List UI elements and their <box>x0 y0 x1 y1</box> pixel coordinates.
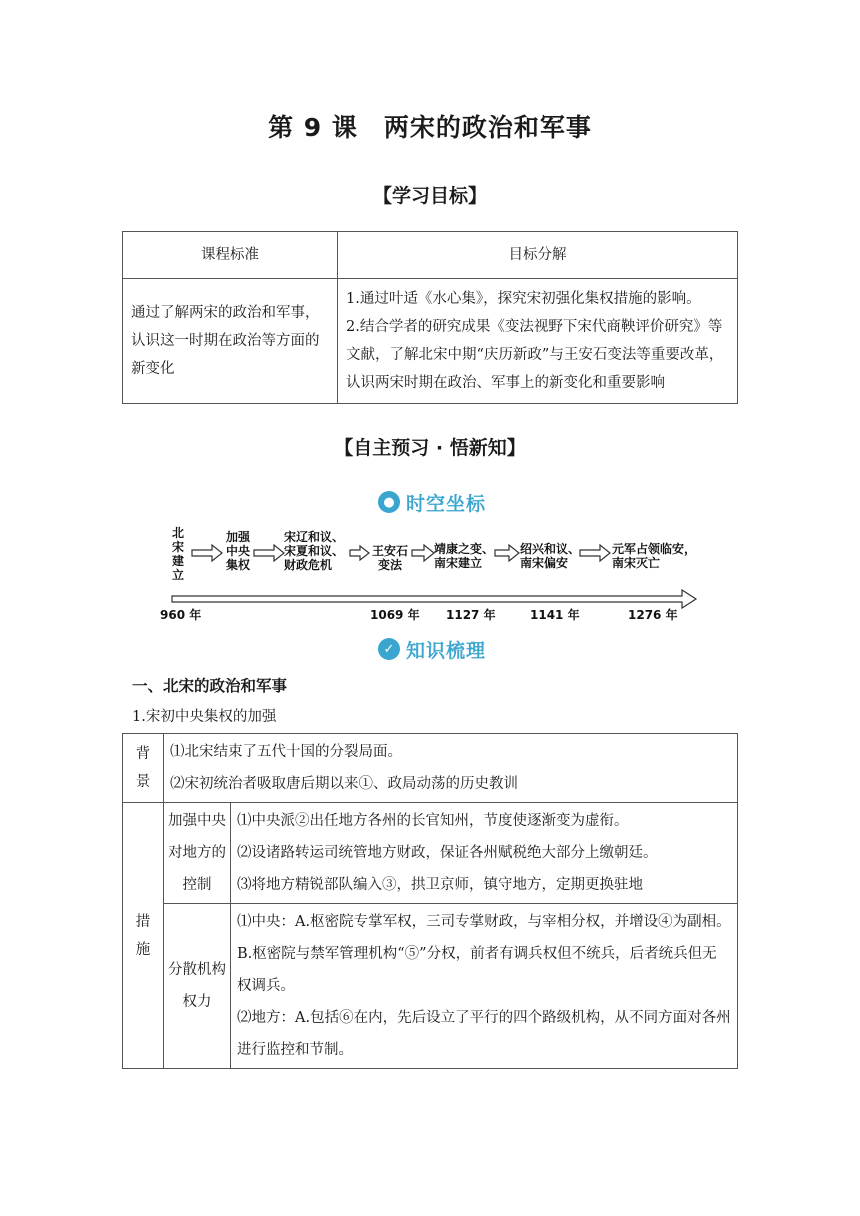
content-line: ⑴中央：A.枢密院专掌军权，三司专掌财政，与宰相分权，并增设④为副相。 <box>237 914 731 930</box>
timeline <box>150 524 710 624</box>
knowledge-badge-label: 知识梳理 <box>406 639 487 662</box>
location-pin-icon: ● <box>378 491 400 513</box>
learning-goals-heading: 【学习目标】 <box>372 185 487 207</box>
knowledge-badge <box>378 635 486 663</box>
timeline-year: 1127 年 <box>446 608 496 622</box>
arrow-icon <box>254 545 284 561</box>
content-line: ⑴中央派②出任地方各州的长官知州，节度使逐渐变为虚衔。 <box>237 813 629 829</box>
timeline-year: 1141 年 <box>530 608 580 622</box>
goal-list <box>338 279 738 404</box>
timeline-year: 1276 年 <box>628 608 678 622</box>
measure-category: 分散机构权力 <box>164 904 231 1069</box>
timeline-event: 宋辽和议、 宋夏和议、 财政危机 <box>284 530 345 572</box>
measure-content <box>231 803 738 904</box>
content-line: ⑴北宋结束了五代十国的分裂局面。 <box>170 744 402 760</box>
arrow-icon <box>580 545 610 561</box>
timeline-event: 北 宋 建 立 <box>171 526 184 582</box>
timeline-event: 王安石 变法 <box>371 544 408 572</box>
arrow-icon <box>412 545 434 561</box>
learning-goals-table <box>122 231 738 404</box>
content-line: ⑵设诸路转运司统管地方财政，保证各州赋税绝大部分上缴朝廷。 <box>237 845 658 861</box>
subsection-heading: 1.宋初中央集权的加强 <box>132 709 277 725</box>
background-label: 背景 <box>123 734 164 803</box>
arrow-icon <box>350 546 369 560</box>
measures-label: 措施 <box>123 803 164 1069</box>
page-title: 第 9 课 两宋的政治和军事 <box>268 113 592 142</box>
content-line: ⑵宋初统治者吸取唐后期以来①、政局动荡的历史教训 <box>170 776 518 792</box>
timeline-event: 加强 中央 集权 <box>225 530 250 572</box>
goal-item: 2.结合学者的研究成果《变法视野下宋代商鞅评价研究》等文献，了解北宋中期“庆历新政”与王安石变法等重要改革，认识两宋时期在政治、军事上的新变化和重要影响 <box>346 319 724 391</box>
timeline-event: 绍兴和议、 南宋偏安 <box>520 542 581 570</box>
measure-category: 加强中央对地方的控制 <box>164 803 231 904</box>
measure-content <box>231 904 738 1069</box>
goal-item: 1.通过叶适《水心集》，探究宋初强化集权措施的影响。 <box>346 291 701 307</box>
timeline-year: 960 年 <box>160 608 202 622</box>
arrow-icon <box>495 545 519 561</box>
col-header-standard: 课程标准 <box>123 232 338 279</box>
timeline-event: 元军占领临安， 南宋灭亡 <box>612 542 697 570</box>
curriculum-standard: 通过了解两宋的政治和军事，认识这一时期在政治等方面的新变化 <box>123 279 338 404</box>
section-heading: 一、北宋的政治和军事 <box>132 677 288 695</box>
timeline-event: 靖康之变、 南宋建立 <box>434 542 495 570</box>
content-line: ⑶将地方精锐部队编入③，拱卫京师，镇守地方，定期更换驻地 <box>237 877 643 893</box>
timeline-year: 1069 年 <box>370 608 420 622</box>
timeline-axis-arrow <box>172 590 696 608</box>
centralization-table <box>122 733 738 1069</box>
timeline-badge <box>378 488 486 516</box>
col-header-goals: 目标分解 <box>338 232 738 279</box>
timeline-badge-label: 时空坐标 <box>406 492 487 515</box>
content-line: ⑵地方：A.包括⑥在内，先后设立了平行的四个路级机构，从不同方面对各州进行监控和节制。 <box>237 1010 731 1058</box>
background-content <box>164 734 738 803</box>
check-icon: ✓ <box>378 638 400 660</box>
arrow-icon <box>192 545 222 561</box>
preview-heading: 【自主预习 · 悟新知】 <box>334 437 526 459</box>
content-line: B.枢密院与禁军管理机构“⑤”分权，前者有调兵权但不统兵，后者统兵但无权调兵。 <box>237 946 717 994</box>
